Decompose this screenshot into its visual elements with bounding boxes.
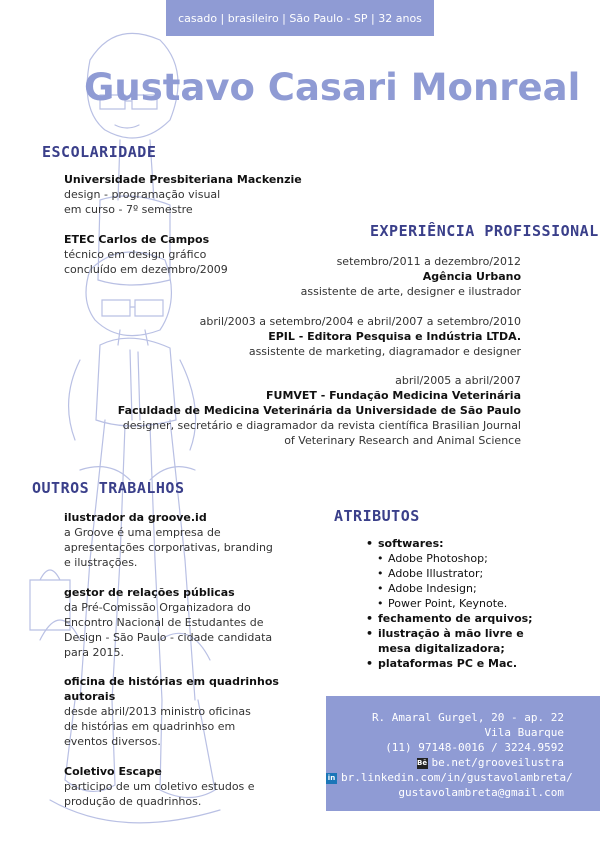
work-line: e ilustrações. <box>64 556 138 569</box>
work-item <box>64 510 273 570</box>
education-line: técnico em design gráfico <box>64 248 207 261</box>
behance-link[interactable]: be.net/grooveilustra <box>431 756 564 769</box>
contact-phones: (11) 97148-0016 / 3224.9592 <box>385 741 564 754</box>
experience-role: assistente de marketing, diagramador e designer <box>248 345 521 358</box>
work-line: participo de um coletivo estudos e <box>64 780 255 793</box>
section-heading-experiencia: EXPERIÊNCIA PROFISSIONAL <box>370 222 599 240</box>
contact-district: Vila Buarque <box>484 726 564 739</box>
experience-company: Agência Urbano <box>422 270 521 283</box>
work-line: Encontro Nacional de Estudantes de <box>64 616 264 629</box>
attributes-list <box>364 536 558 671</box>
work-title: autorais <box>64 690 116 703</box>
linkedin-icon: in <box>327 773 336 782</box>
experience-company: FUMVET - Fundação Medicina Veterinária <box>266 389 521 402</box>
work-line: apresentações corporativas, branding <box>64 541 273 554</box>
software-item: • Adobe Photoshop; <box>364 551 558 566</box>
section-heading-atributos: ATRIBUTOS <box>334 507 420 525</box>
work-item <box>64 674 279 749</box>
software-item: • Power Point, Keynote. <box>364 596 558 611</box>
personal-info-text: casado | brasileiro | São Paulo - SP | 32 anos <box>178 11 422 25</box>
work-line: desde abril/2013 ministro oficinas <box>64 705 251 718</box>
education-line: concluído em dezembro/2009 <box>64 263 228 276</box>
work-line: produção de quadrinhos. <box>64 795 202 808</box>
experience-role: of Veterinary Research and Animal Science <box>284 434 521 447</box>
education-item <box>64 172 302 217</box>
experience-company: EPIL - Editora Pesquisa e Indústria LTDA. <box>268 330 521 343</box>
work-title: gestor de relações públicas <box>64 586 235 599</box>
contact-linkedin-row <box>326 770 573 785</box>
attribute-item: • ilustração à mão livre e mesa digitalizadora; <box>364 626 558 656</box>
work-line: de histórias em quadrinhso em <box>64 720 236 733</box>
linkedin-link[interactable]: br.linkedin.com/in/gustavolambreta/ <box>341 771 573 784</box>
experience-item <box>118 373 521 448</box>
page-title: Gustavo Casari Monreal <box>84 66 581 109</box>
work-item <box>64 585 272 660</box>
section-heading-outros-trabalhos: OUTROS TRABALHOS <box>32 479 185 497</box>
education-title: Universidade Presbiteriana Mackenzie <box>64 173 302 186</box>
section-heading-escolaridade: ESCOLARIDADE <box>42 143 157 161</box>
experience-period: abril/2005 a abril/2007 <box>395 374 521 387</box>
work-line: da Pré-Comissão Organizadora do <box>64 601 251 614</box>
education-line: design - programação visual <box>64 188 221 201</box>
contact-box <box>326 696 600 811</box>
attribute-item: • fechamento de arquivos; <box>364 611 558 626</box>
experience-item <box>200 314 521 359</box>
contact-address: R. Amaral Gurgel, 20 - ap. 22 <box>371 711 564 724</box>
experience-item <box>301 254 521 299</box>
work-title: Coletivo Escape <box>64 765 162 778</box>
work-line: Design - São Paulo - cidade candidata <box>64 631 273 644</box>
experience-period: setembro/2011 a dezembro/2012 <box>336 255 521 268</box>
attribute-item: • plataformas PC e Mac. <box>364 656 558 671</box>
experience-company: Faculdade de Medicina Veterinária da Universidade de São Paulo <box>117 404 521 417</box>
software-item: • Adobe Illustrator; <box>364 566 558 581</box>
education-title: ETEC Carlos de Campos <box>64 233 210 246</box>
work-line: eventos diversos. <box>64 735 161 748</box>
contact-email[interactable]: gustavolambreta@gmail.com <box>398 786 564 799</box>
contact-behance-row <box>326 755 564 770</box>
experience-role: assistente de arte, designer e ilustrador <box>300 285 521 298</box>
work-title: oficina de histórias em quadrinhos <box>64 675 279 688</box>
attribute-item: • softwares: <box>364 536 558 551</box>
work-line: para 2015. <box>64 646 124 659</box>
education-item <box>64 232 228 277</box>
software-item: • Adobe Indesign; <box>364 581 558 596</box>
experience-period: abril/2003 a setembro/2004 e abril/2007 a setembro/2010 <box>199 315 521 328</box>
behance-icon: Bē <box>417 758 428 767</box>
experience-role: designer, secretário e diagramador da revista científica Brasilian Journal <box>122 419 521 432</box>
education-line: em curso - 7º semestre <box>64 203 193 216</box>
personal-info-bar <box>166 0 434 36</box>
work-item <box>64 764 255 809</box>
work-title: ilustrador da groove.id <box>64 511 207 524</box>
work-line: a Groove é uma empresa de <box>64 526 221 539</box>
